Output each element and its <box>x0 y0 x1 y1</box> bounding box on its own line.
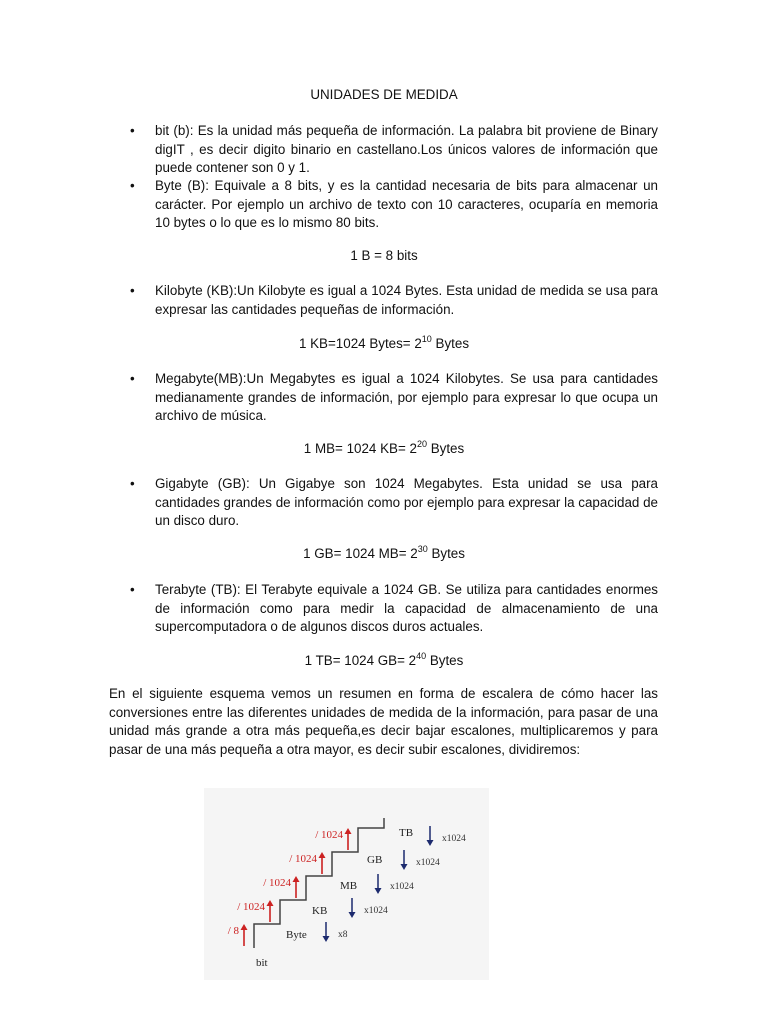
formula-megabyte <box>0 440 768 459</box>
formula-unit: Bytes <box>427 546 465 561</box>
bullet: • <box>130 178 135 193</box>
formula-text: 1 GB= 1024 MB= 2 <box>303 546 418 561</box>
bullet: • <box>130 371 135 386</box>
up-label: / 1024 <box>237 901 265 913</box>
up-arrow-head-icon <box>319 852 326 858</box>
bullet: • <box>130 123 135 138</box>
item-text: Megabyte(MB):Un Megabytes es igual a 1024 Kilobytes. Se usa para cantidades medianamente grandes de información, por ejemplo para expresar lo que ocupa un archivo de música. <box>155 371 658 424</box>
item-text: Kilobyte (KB):Un Kilobyte es igual a 1024 Bytes. Esta unidad de medida se usa para expresar las cantidades pequeñas de información. <box>155 283 658 317</box>
formula-text: 1 KB=1024 Bytes= 2 <box>298 336 422 351</box>
bullet: • <box>130 476 135 491</box>
formula-kilobyte <box>0 335 768 354</box>
down-arrow-head-icon <box>427 840 434 846</box>
step-label-bit: bit <box>256 957 268 969</box>
down-label: x1024 <box>416 858 440 868</box>
list-item-kilobyte <box>130 282 658 319</box>
down-arrow-head-icon <box>323 936 330 942</box>
up-label: / 1024 <box>263 877 291 889</box>
down-label: x8 <box>338 930 348 940</box>
step-label-tb: TB <box>399 827 414 839</box>
bullet: • <box>130 582 135 597</box>
formula-unit: Bytes <box>426 441 465 456</box>
formula-unit: Bytes <box>431 336 470 351</box>
formula-gigabyte <box>0 545 768 564</box>
step-label-gb: GB <box>367 854 383 866</box>
down-arrow-head-icon <box>401 864 408 870</box>
staircase-diagram <box>204 788 489 980</box>
list-item-terabyte <box>130 581 658 637</box>
summary-paragraph: En el siguiente esquema vemos un resumen en forma de escalera de cómo hacer las conversiones entre las diferentes unidades de medida de la información, para pasar de una unidad más grande a otra más pequeña,es decir bajar escalones, multiplicaremos y para pasar de una más pequeña a otra mayor, es decir subir escalones, dividiremos: <box>109 686 658 757</box>
item-text: bit (b): Es la unidad más pequeña de información. La palabra bit proviene de Binary digIT , es decir digito binario en castellano.Los únicos valores de información que puede contener son 0 y 1. <box>155 123 658 176</box>
item-text: Terabyte (TB): El Terabyte equivale a 1024 GB. Se utiliza para cantidades enormes de información como para medir la capacidad de almacenamiento de una supercomputadora o de algunos discos duros actuales. <box>155 582 658 635</box>
up-label: / 8 <box>227 925 239 937</box>
list-item-megabyte <box>130 370 658 426</box>
conversion-staircase-figure <box>204 788 489 980</box>
formula-exponent: 40 <box>416 651 427 661</box>
formula-text: 1 TB= 1024 GB= 2 <box>304 653 417 668</box>
formula-terabyte <box>0 652 768 671</box>
formula-byte <box>0 247 768 266</box>
down-label: x1024 <box>390 882 414 892</box>
list-item-gigabyte <box>130 475 658 531</box>
down-arrow-head-icon <box>349 912 356 918</box>
up-arrow-head-icon <box>241 924 248 930</box>
step-label-mb: MB <box>340 880 358 892</box>
down-label: x1024 <box>364 906 388 916</box>
list-item-byte <box>130 177 658 233</box>
up-label: / 1024 <box>315 829 343 841</box>
up-arrow-head-icon <box>293 876 300 882</box>
up-arrow-head-icon <box>345 828 352 834</box>
formula-unit: Bytes <box>426 653 464 668</box>
up-label: / 1024 <box>289 853 317 865</box>
formula-text: 1 MB= 1024 KB= 2 <box>303 441 417 456</box>
formula-text: 1 B = 8 bits <box>350 248 418 263</box>
down-arrow-head-icon <box>375 888 382 894</box>
step-label-byte: Byte <box>286 929 307 941</box>
item-text: Gigabyte (GB): Un Gigabye son 1024 Megabytes. Esta unidad se usa para cantidades grandes de información como por ejemplo para expresar la capacidad de un disco duro. <box>155 476 658 529</box>
formula-exponent: 30 <box>417 544 428 554</box>
down-label: x1024 <box>442 834 466 844</box>
formula-exponent: 20 <box>416 439 427 449</box>
item-text: Byte (B): Equivale a 8 bits, y es la cantidad necesaria de bits para almacenar un carácter. Por ejemplo un archivo de texto con 10 caracteres, ocuparía en memoria 10 bytes o lo que es lo mismo 80 bits. <box>155 178 658 231</box>
formula-exponent: 10 <box>421 334 432 344</box>
bullet: • <box>130 283 135 298</box>
up-arrow-head-icon <box>267 900 274 906</box>
list-item-bit <box>130 122 658 178</box>
step-label-kb: KB <box>312 905 328 917</box>
page-title: UNIDADES DE MEDIDA <box>310 87 458 102</box>
